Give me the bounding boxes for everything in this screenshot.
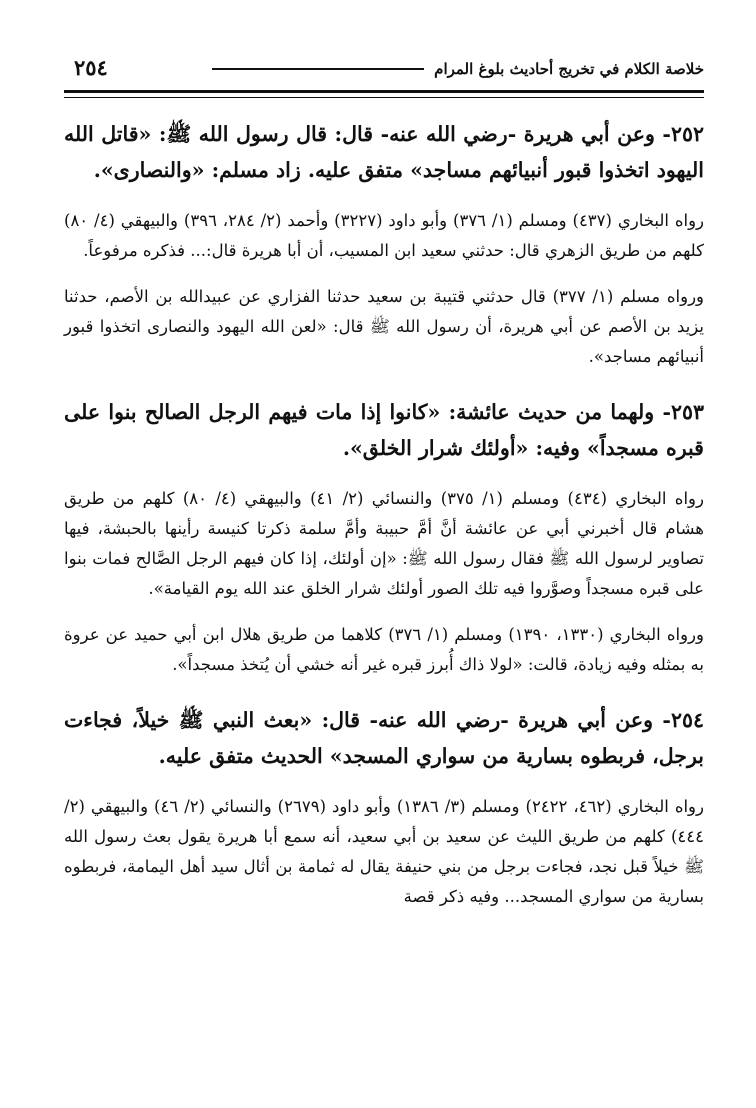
hadith-254-takhrij-1: رواه البخاري (٤٦٢، ٢٤٢٢) ومسلم (٣/ ١٣٨٦) وأبو داود (٢٦٧٩) والنسائي (٢/ ٤٦) والبيهقي (٢/ ٤٤٤) كلهم من طريق الليث عن سعيد بن أبي سعيد، أنه سمع أبا هريرة يقول بعث رسول الله ﷺ خيلاً قبل نجد، فجاءت برجل من بني حنيفة يقال له ثمامة بن أثال سيد أهل اليمامة، فربطوه بسارية من سواري المسجد... وفيه ذكر قصة: [64, 797, 704, 906]
hadith-253-takhrij-2: ورواه البخاري (١٣٣٠، ١٣٩٠) ومسلم (١/ ٣٧٦) كلاهما من طريق هلال ابن أبي حميد عن عروة به بمثله وفيه زيادة، قالت: «لولا ذاك أُبرز قبره غير أنه خشي أن يُتخذ مسجداً».: [64, 625, 704, 674]
hadith-254-text: ٢٥٤- وعن أبي هريرة -رضي الله عنه- قال: «بعث النبي ﷺ خيلاً، فجاءت برجل، فربطوه بسارية من سواري المسجد» الحديث متفق عليه.: [64, 708, 704, 768]
page-content: [64, 116, 704, 912]
header-double-rule: [64, 90, 704, 98]
hadith-253-takhrij-1: رواه البخاري (٤٣٤) ومسلم (١/ ٣٧٥) والنسائي (٢/ ٤١) والبيهقي (٤/ ٨٠) كلهم من طريق هشام قال أخبرني أبي عن عائشة أنَّ أمَّ حبيبة وأمَّ سلمة ذكرتا كنيسة رأينها بالحبشة، فيها تصاوير لرسول الله ﷺ فقال رسول الله ﷺ: «إن أولئك، إذا كان فيهم الرجل الصَّالح فمات بنوا على قبره مسجداً وصوَّروا فيه تلك الصور أولئك شرار الخلق عند الله يوم القيامة».: [64, 489, 704, 598]
header-rule: [212, 68, 424, 70]
running-header: [64, 38, 704, 78]
hadith-253-text: ٢٥٣- ولهما من حديث عائشة: «كانوا إذا مات فيهم الرجل الصالح بنوا على قبره مسجداً» وفيه: «أولئك شرار الخلق».: [64, 400, 704, 460]
hadith-252-takhrij-2: ورواه مسلم (١/ ٣٧٧) قال حدثني قتيبة بن سعيد حدثنا الفزاري عن عبيدالله بن الأصم، حدثنا يزيد بن الأصم عن أبي هريرة، أن رسول الله ﷺ قال: «لعن الله اليهود والنصارى اتخذوا قبور أنبيائهم مساجد».: [64, 287, 705, 366]
hadith-252-takhrij-1: رواه البخاري (٤٣٧) ومسلم (١/ ٣٧٦) وأبو داود (٣٢٢٧) وأحمد (٢/ ٢٨٤، ٣٩٦) والبيهقي (٤/ ٨٠) كلهم من طريق الزهري قال: حدثني سعيد ابن المسيب، أن أبا هريرة قال:... فذكره مرفوعاً.: [64, 211, 705, 260]
hadith-252-text: ٢٥٢- وعن أبي هريرة -رضي الله عنه- قال: قال رسول الله ﷺ: «قاتل الله اليهود اتخذوا قبور أنبيائهم مساجد» متفق عليه. زاد مسلم: «والنصارى».: [64, 122, 704, 182]
page-number: ٢٥٤: [74, 55, 108, 80]
running-title-group: [212, 60, 704, 78]
running-title: خلاصة الكلام في تخريج أحاديث بلوغ المرام: [434, 60, 704, 78]
